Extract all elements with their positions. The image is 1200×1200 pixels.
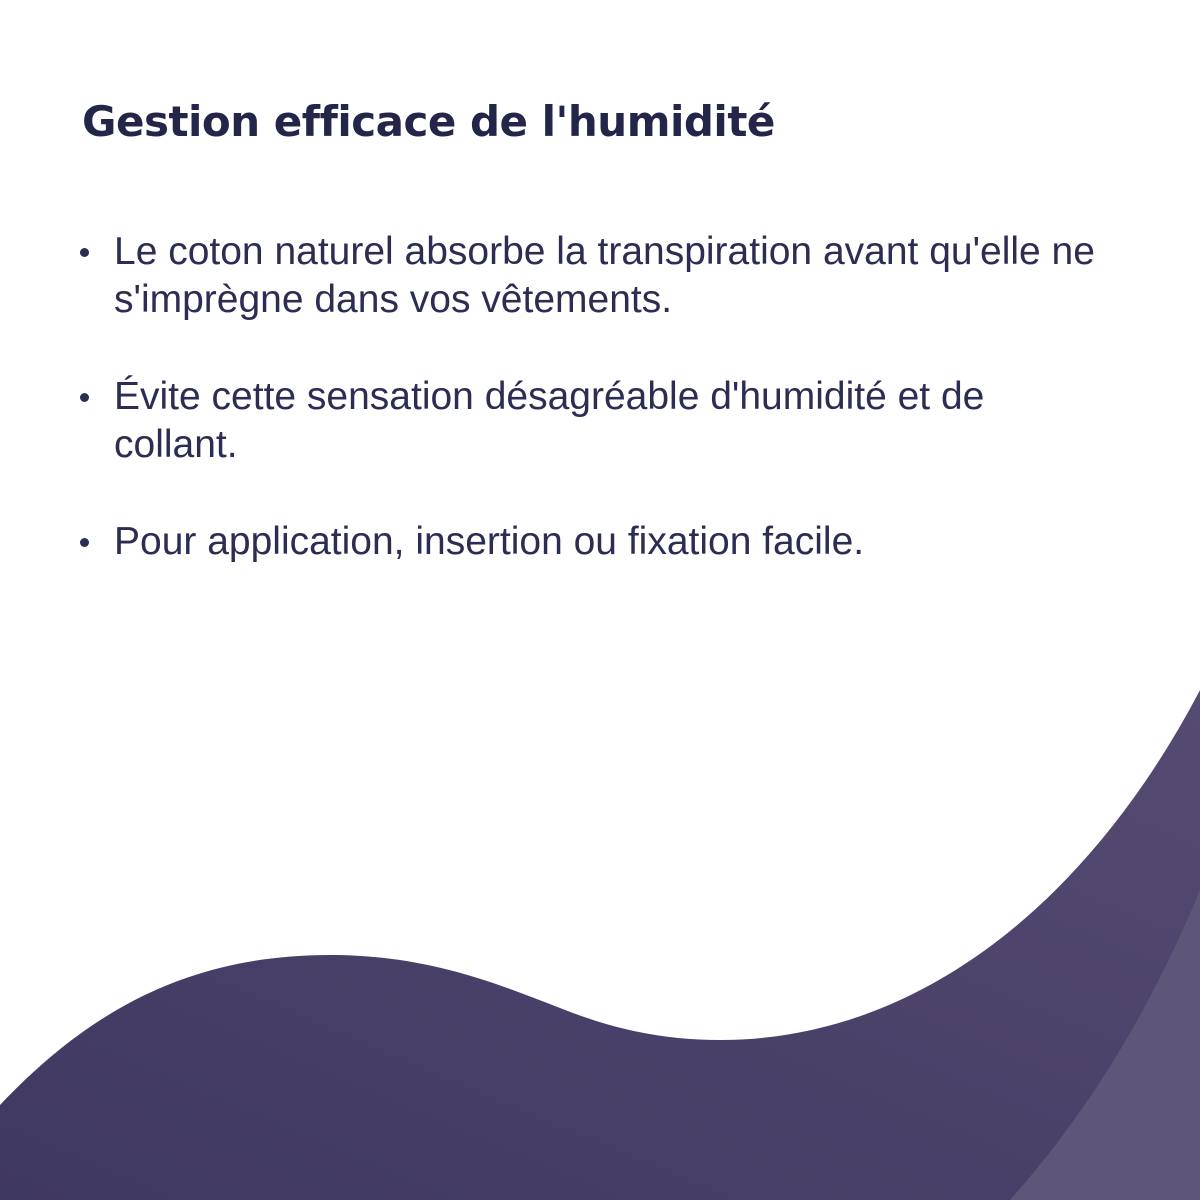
list-item	[76, 373, 1116, 469]
bullet-list	[76, 228, 1116, 615]
list-item	[76, 228, 1116, 324]
bullet-text: Le coton naturel absorbe la transpiration avant qu'elle ne s'imprègne dans vos vêtements.	[114, 230, 1095, 321]
bullet-dot	[80, 538, 89, 547]
list-item	[76, 518, 1116, 566]
bullet-text: Évite cette sensation désagréable d'humidité et de collant.	[114, 375, 985, 466]
wave-dark-shape	[0, 690, 1200, 1200]
bullet-text: Pour application, insertion ou fixation facile.	[114, 520, 865, 563]
bullet-dot	[80, 393, 89, 402]
page-title: Gestion efficace de l'humidité	[82, 97, 775, 146]
bullet-dot	[80, 248, 89, 257]
